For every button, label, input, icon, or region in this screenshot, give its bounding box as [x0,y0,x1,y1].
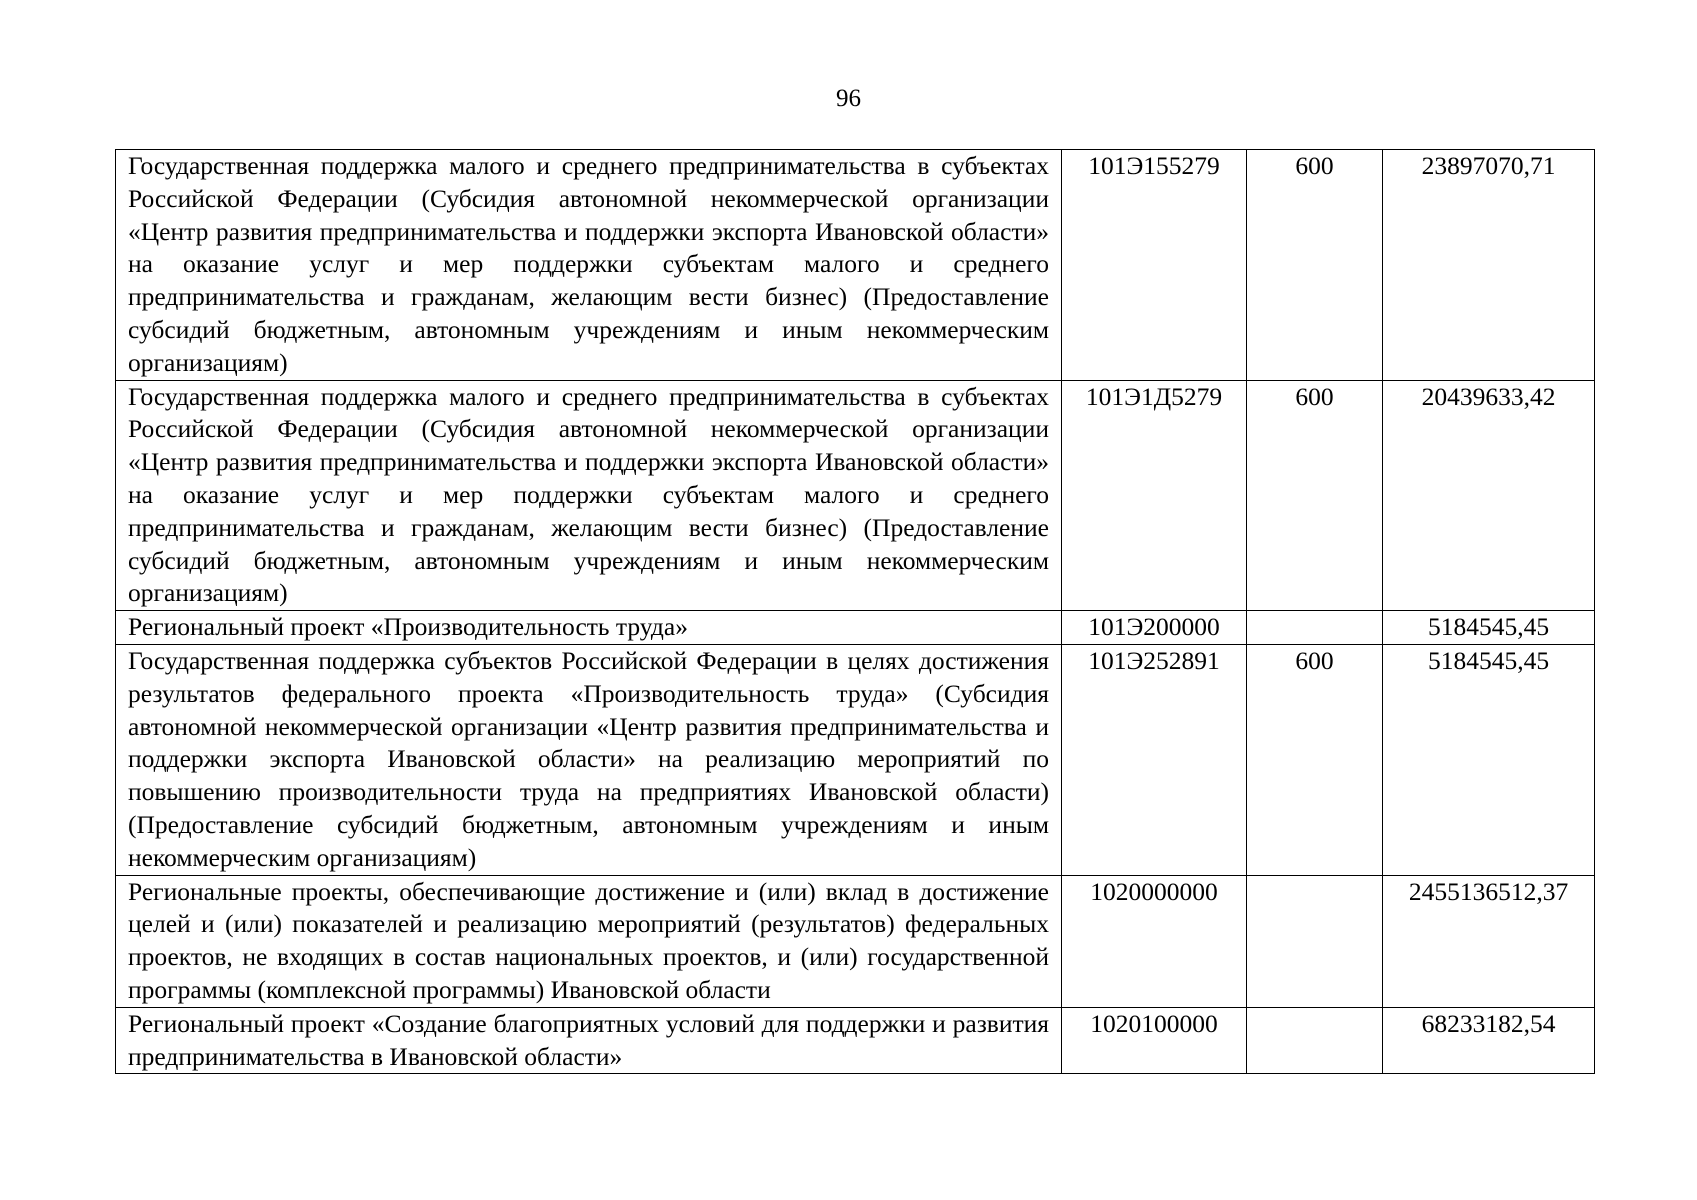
row-code-cell: 101Э252891 [1062,644,1247,875]
row-code-cell: 1020100000 [1062,1007,1247,1074]
row-sum-cell: 20439633,42 [1383,380,1595,611]
row-code-cell: 1020000000 [1062,875,1247,1007]
row-sum-cell: 2455136512,37 [1383,875,1595,1007]
row-name-cell: Региональные проекты, обеспечивающие достижение и (или) вклад в достижение целей и (или) показателей и реализацию мероприятий (результатов) федеральных проектов, не входящих в состав национальных проектов, и (или) государственной программы (комплексной программы) Ивановской области [116,875,1062,1007]
table-row [116,644,1595,875]
page-number: 96 [836,85,861,112]
row-kind-cell [1247,611,1383,645]
row-name-cell: Государственная поддержка малого и среднего предпринимательства в субъектах Российской Федерации (Субсидия автономной некоммерческой организации «Центр развития предпринимательства и поддержки экспорта Ивановской области» на оказание услуг и мер поддержки субъектам малого и среднего предпринимательства и гражданам, желающим вести бизнес) (Предоставление субсидий бюджетным, автономным учреждениям и иным некоммерческим организациям) [116,380,1062,611]
row-kind-cell [1247,875,1383,1007]
row-kind-cell: 600 [1247,150,1383,381]
table-row [116,380,1595,611]
table-row [116,611,1595,645]
row-sum-cell: 68233182,54 [1383,1007,1595,1074]
row-name-cell: Региональный проект «Производительность труда» [116,611,1062,645]
row-kind-cell: 600 [1247,380,1383,611]
row-kind-cell [1247,1007,1383,1074]
budget-table [115,149,1595,1074]
row-sum-cell: 5184545,45 [1383,644,1595,875]
row-kind-cell: 600 [1247,644,1383,875]
row-name-cell: Региональный проект «Создание благоприятных условий для поддержки и развития предпринимательства в Ивановской области» [116,1007,1062,1074]
row-code-cell: 101Э200000 [1062,611,1247,645]
table-row [116,1007,1595,1074]
row-code-cell: 101Э1Д5279 [1062,380,1247,611]
row-sum-cell: 23897070,71 [1383,150,1595,381]
table-row [116,150,1595,381]
row-code-cell: 101Э155279 [1062,150,1247,381]
row-name-cell: Государственная поддержка субъектов Российской Федерации в целях достижения результатов федерального проекта «Производительность труда» (Субсидия автономной некоммерческой организации «Центр развития предпринимательства и поддержки экспорта Ивановской области» на реализацию мероприятий по повышению производительности труда на предприятиях Ивановской области) (Предоставление субсидий бюджетным, автономным учреждениям и иным некоммерческим организациям) [116,644,1062,875]
row-name-cell: Государственная поддержка малого и среднего предпринимательства в субъектах Российской Федерации (Субсидия автономной некоммерческой организации «Центр развития предпринимательства и поддержки экспорта Ивановской области» на оказание услуг и мер поддержки субъектам малого и среднего предпринимательства и гражданам, желающим вести бизнес) (Предоставление субсидий бюджетным, автономным учреждениям и иным некоммерческим организациям) [116,150,1062,381]
table-row [116,875,1595,1007]
row-sum-cell: 5184545,45 [1383,611,1595,645]
